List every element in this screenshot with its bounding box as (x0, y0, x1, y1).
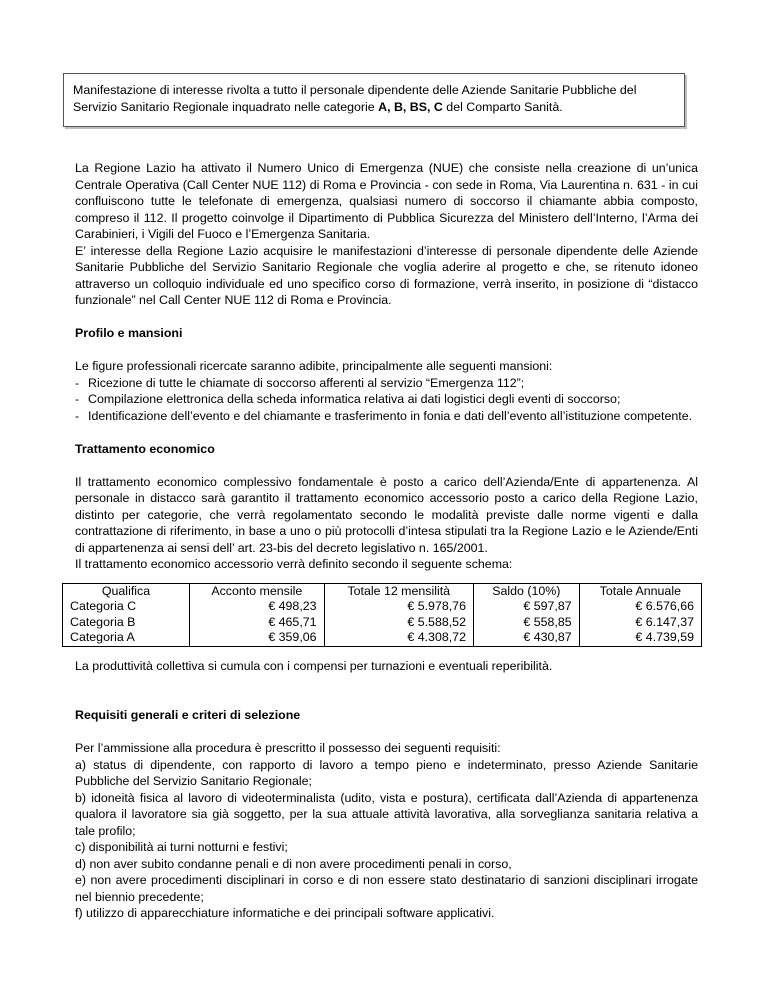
header-categories: A, B, BS, C (378, 99, 443, 114)
compensation-table (62, 583, 702, 647)
table-cell-text: € 4.739,59 (635, 630, 694, 644)
requisito-item: d) non aver subito condanne penali e di non avere procedimenti penali in corso, (75, 856, 512, 871)
list-item: - Compilazione elettronica della scheda informatica relativa ai dati logistici degli eventi di soccorso; (75, 391, 698, 408)
trattamento-paragraph-1: Il trattamento economico complessivo fondamentale è posto a carico dell’Azienda/Ente di appartenenza. Al personale in distacco sarà garantito il trattamento economico accessorio posto a carico della Regione Lazio, distinto per categorie, che verrà regolamentato secondo le modalità previste dalle norme vigenti e dalla contrattazione di riferimento, in base a uno o più protocolli d’intesa stipulati tra la Regione Lazio e le Aziende/Enti di appartenenza ai sensi dell’ art. 23-bis del decreto legislativo n. 165/2001. (75, 474, 698, 555)
table-cell-text: € 5.978,76 (407, 599, 466, 613)
header-text: Manifestazione di interesse rivolta a tutto il personale dipendente delle Aziende Sanitarie Pubbliche del Servizio Sanitario Regionale inquadrato nelle categorie A, B, BS, C del Comparto Sanità. (73, 83, 637, 114)
table-cell (63, 583, 190, 646)
table-cell (190, 583, 325, 646)
table-cell-text: € 6.147,37 (635, 614, 694, 629)
table-header: Totale 12 mensilità (347, 583, 451, 598)
table-cell (473, 583, 579, 646)
table-cell-text: € 465,71 (268, 614, 317, 629)
list-item: - Ricezione di tutte le chiamate di soccorso afferenti al servizio “Emergenza 112”; (75, 375, 698, 392)
table-cell-text: € 359,06 (268, 630, 317, 644)
table-cell-text: € 597,87 (523, 599, 572, 613)
table-cell-text: € 6.576,66 (635, 599, 694, 613)
header-box (63, 73, 685, 127)
table-cell-text: € 558,85 (523, 614, 572, 629)
profilo-intro: Le figure professionali ricercate saranno adibite, principalmente alle seguenti mansioni: (75, 359, 553, 373)
section-heading-profilo: Profilo e mansioni (75, 326, 183, 340)
table-cell-text: € 4.308,72 (407, 630, 466, 644)
table-header: Totale Annuale (599, 583, 681, 598)
trattamento-paragraph-2: Il trattamento economico accessorio verrà definito secondo il seguente schema: (75, 557, 513, 571)
table-cell (324, 583, 473, 646)
table-cell-text: € 5.588,52 (407, 614, 466, 629)
intro-paragraph-1: La Regione Lazio ha attivato il Numero Unico di Emergenza (NUE) che consiste nella creazione di un’unica Centrale Operativa (Call Center NUE 112) di Roma e Provincia - con sede in Roma, Via Laurentina n. 631 - in cui confluiscono tutte le telefonate di emergenza, qualsiasi numero di soccorso il chiamante abbia composto, compreso il 112. Il progetto coinvolge il Dipartimento di Pubblica Sicurezza del Ministero dell’Interno, l’Arma dei Carabinieri, i Vigili del Fuoco e l’Emergenza Sanitaria. (75, 161, 698, 241)
requisito-item: b) idoneità fisica al lavoro di videoterminalista (udito, vista e postura), certificata dall’Azienda di appartenenza qualora il lavoratore sia già soggetto, per la sua attuale attività lavorativa, alla sorveglianza sanitaria relativa a tale profilo; (75, 790, 698, 838)
table-header: Acconto mensile (211, 583, 303, 598)
mansioni-list (75, 375, 698, 425)
table-cell-text: Categoria C (70, 599, 137, 613)
table-cell-text: Categoria A (70, 630, 135, 644)
table-cell-text: € 498,23 (268, 599, 317, 613)
requisito-item: f) utilizzo di apparecchiature informatiche e dei principali software applicativi. (75, 906, 495, 920)
table-header: Saldo (10%) (492, 583, 561, 598)
requisito-item: c) disponibilità ai turni notturni e festivi; (75, 840, 288, 854)
table-row (63, 583, 702, 646)
requisito-item: a) status di dipendente, con rapporto di lavoro a tempo pieno e indeterminato, presso Aziende Sanitarie Pubbliche del Servizio Sanitario Regionale; (75, 757, 698, 788)
requisiti-intro: Per l’ammissione alla procedura è prescritto il possesso dei seguenti requisiti: (75, 741, 501, 755)
table-cell-text: € 430,87 (523, 630, 572, 644)
table-header: Qualifica (101, 583, 151, 598)
table-cell-text: Categoria B (70, 614, 136, 629)
list-item: - Identificazione dell’evento e del chiamante e trasferimento in fonia e dati dell’evento all’istituzione competente. (75, 408, 698, 425)
table-cell (579, 583, 701, 646)
section-heading-trattamento: Trattamento economico (75, 441, 215, 456)
requisito-item: e) non avere procedimenti disciplinari in corso e di non essere stato destinatario di sanzioni disciplinari irrogate nel biennio precedente; (75, 873, 698, 904)
productivity-note: La produttività collettiva si cumula con i compensi per turnazioni e eventuali reperibilità. (75, 658, 553, 673)
intro-paragraph-2: E’ interesse della Regione Lazio acquisire le manifestazioni d’interesse di personale dipendente delle Aziende Sanitarie Pubbliche del Servizio Sanitario Regionale che voglia aderire al progetto e che, se ritenuto idoneo attraverso un colloquio individuale ed uno specifico corso di formazione, verrà inserito, in posizione di “distacco funzionale” nel Call Center NUE 112 di Roma e Provincia. (75, 243, 698, 307)
document-body (70, 160, 698, 922)
section-heading-requisiti: Requisiti generali e criteri di selezione (75, 708, 301, 722)
